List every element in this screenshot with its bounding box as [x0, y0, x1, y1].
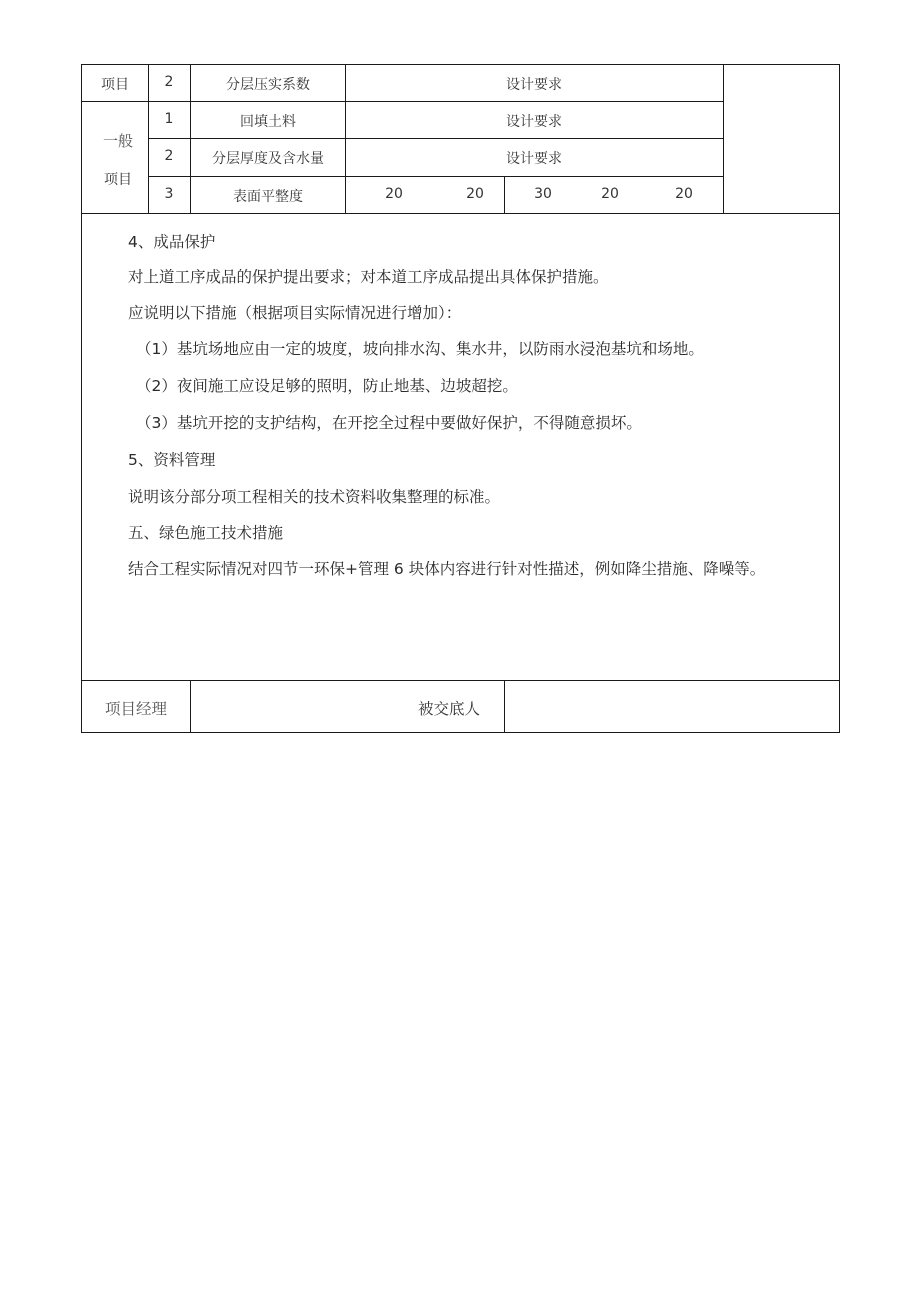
section-4-title: 4、成品保护 [128, 233, 216, 251]
tolerance-value: 20 [675, 186, 693, 202]
row-item: 分层压实系数 [226, 77, 310, 93]
row-number: 2 [164, 74, 174, 90]
section-4-list-item: （3）基坑开挖的支护结构，在开挖全过程中要做好保护，不得随意损坏。 [136, 414, 642, 432]
category-general-line2: 项目 [104, 172, 132, 188]
section-4-paragraph: 应说明以下措施（根据项目实际情况进行增加）： [128, 304, 462, 322]
project-manager-label: 项目经理 [104, 700, 168, 718]
row-item: 回填土料 [240, 114, 296, 130]
tolerance-value: 30 [534, 186, 552, 202]
row-requirement: 设计要求 [506, 151, 562, 167]
row-requirement: 设计要求 [506, 114, 562, 130]
category-main-label: 项目 [101, 77, 129, 93]
row-number: 1 [164, 111, 174, 127]
section-4-list-item: （1）基坑场地应由一定的坡度，坡向排水沟、集水井，以防雨水浸泡基坑和场地。 [136, 340, 704, 358]
row-number: 2 [164, 148, 174, 164]
section-5-title: 5、资料管理 [128, 451, 216, 469]
row-number: 3 [164, 186, 174, 202]
row-item: 分层厚度及含水量 [212, 151, 324, 167]
green-construction-paragraph: 结合工程实际情况对四节一环保+管理 6 块体内容进行针对性描述，例如降尘措施、降噪等。 [128, 560, 766, 578]
green-construction-title: 五、绿色施工技术措施 [128, 524, 284, 542]
category-general-line1: 一般 [102, 132, 134, 150]
section-4-paragraph: 对上道工序成品的保护提出要求；对本道工序成品提出具体保护措施。 [128, 268, 609, 286]
receiver-label: 被交底人 [418, 700, 481, 718]
tolerance-value: 20 [601, 186, 619, 202]
row-item: 表面平整度 [233, 189, 303, 205]
section-4-list-item: （2）夜间施工应设足够的照明，防止地基、边坡超挖。 [136, 377, 518, 395]
tolerance-value: 20 [385, 186, 403, 202]
row-requirement: 设计要求 [506, 77, 562, 93]
tolerance-value: 20 [466, 186, 484, 202]
section-5-paragraph: 说明该分部分项工程相关的技术资料收集整理的标准。 [128, 488, 501, 506]
